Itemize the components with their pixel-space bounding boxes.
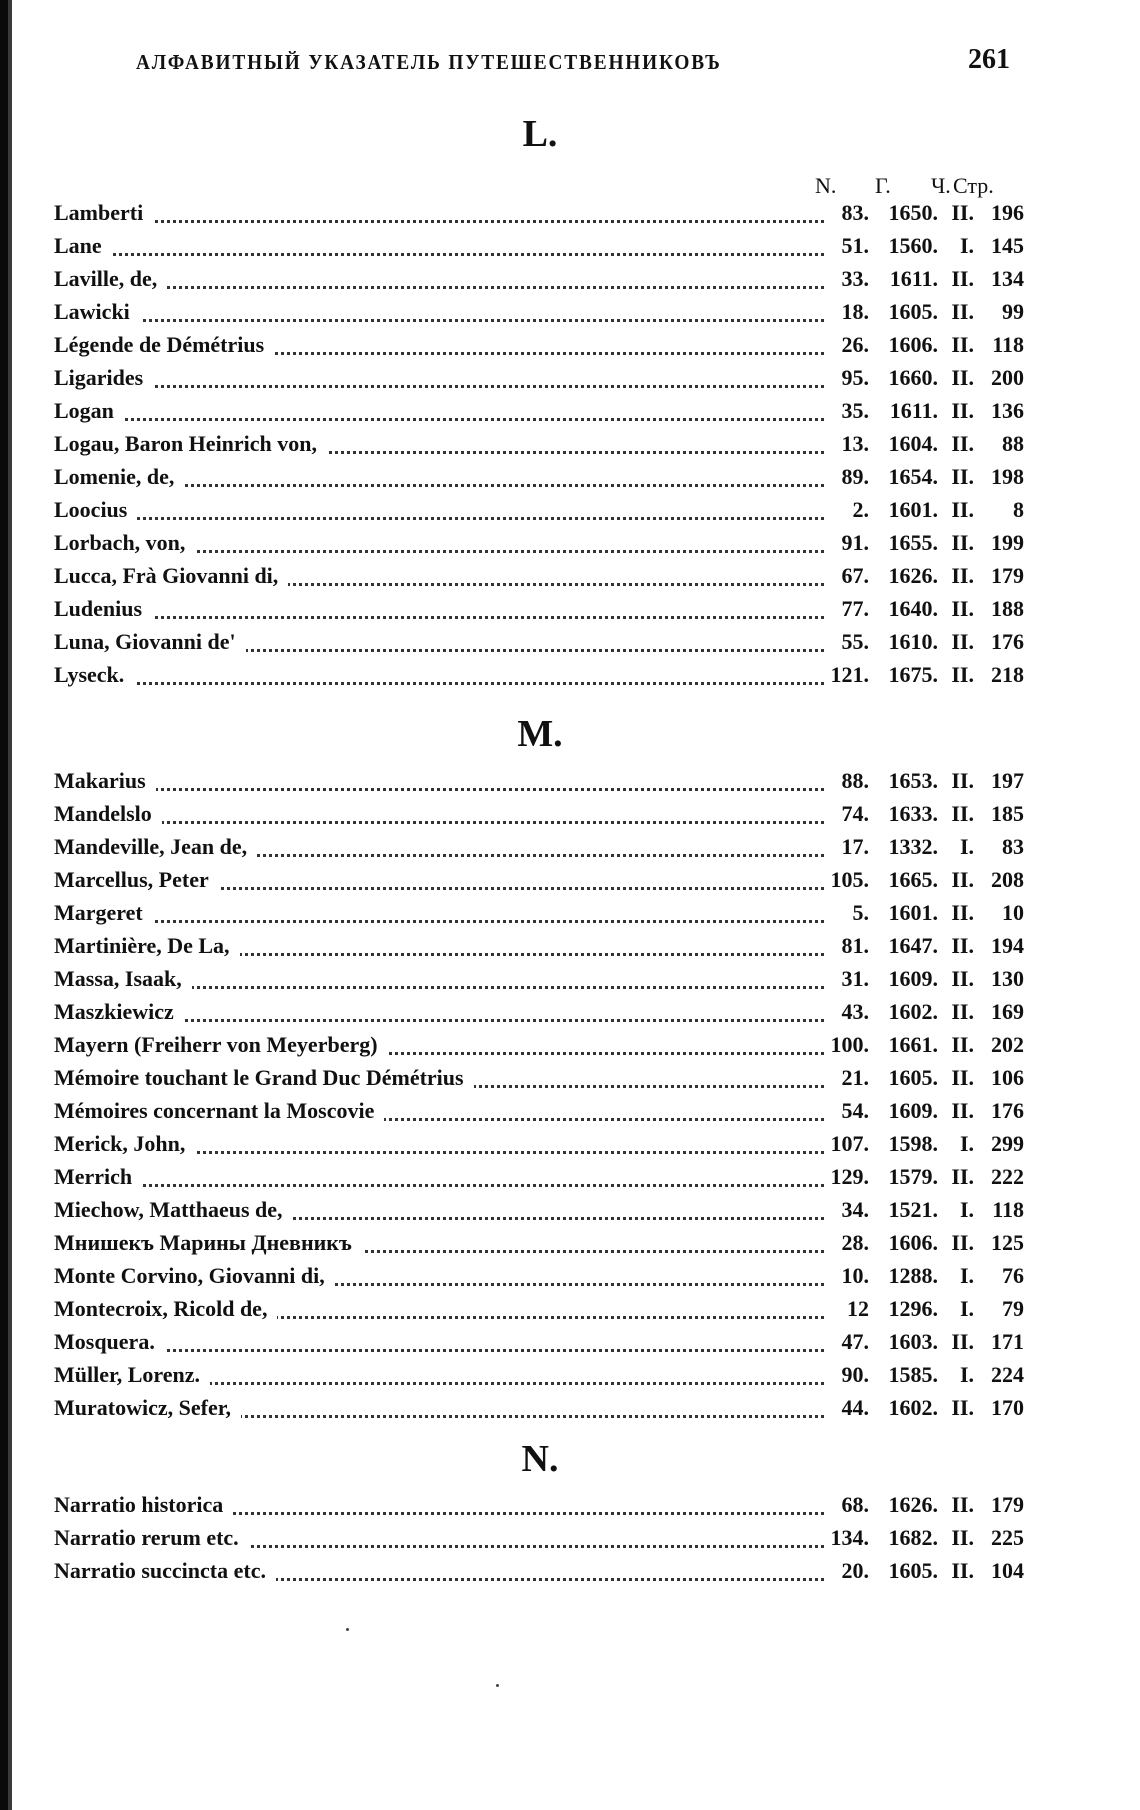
entry-year: 1611. (889, 266, 938, 291)
entry-name-text: Ligarides (54, 365, 153, 390)
entry-page: 199 (991, 530, 1024, 555)
entry-part: II. (951, 867, 974, 892)
entry-year: 1605. (888, 1558, 938, 1583)
entry-part: II. (951, 801, 974, 826)
entry-part: II. (951, 464, 974, 489)
entry-year: 1606. (888, 332, 938, 357)
entry-page: 200 (991, 365, 1024, 390)
entry-name (54, 398, 124, 424)
section-m-entries (54, 768, 1024, 1428)
entry-part: II. (951, 332, 974, 357)
entry-part: II. (951, 629, 974, 654)
entry-number: 105. (830, 867, 869, 892)
entry-part: II. (951, 497, 974, 522)
entry-page: 218 (991, 662, 1024, 687)
entry-part: II. (951, 200, 974, 225)
entry-page: 145 (991, 233, 1024, 258)
entry-year: 1660. (888, 365, 938, 390)
index-entry (54, 1098, 1024, 1131)
index-entry (54, 999, 1024, 1032)
entry-number: 33. (841, 266, 869, 291)
stray-dot (346, 1628, 349, 1631)
dot-leader (54, 363, 824, 388)
entry-page: 176 (991, 1098, 1024, 1123)
column-header-ch: Ч. (931, 173, 951, 198)
entry-number: 47. (841, 1329, 869, 1354)
entry-name (54, 801, 162, 827)
entry-part: I. (959, 1362, 974, 1387)
dot-leader (54, 297, 824, 322)
dot-leader (54, 898, 824, 923)
entry-page: 188 (991, 596, 1024, 621)
dot-leader (54, 799, 824, 824)
entry-name (54, 629, 246, 655)
entry-name-text: Massa, Isaak, (54, 966, 192, 991)
index-entry (54, 563, 1024, 596)
entry-name (54, 1263, 335, 1289)
entry-number: 2. (852, 497, 869, 522)
entry-year: 1682. (888, 1525, 938, 1550)
entry-page: 202 (991, 1032, 1024, 1057)
entry-number: 35. (841, 398, 869, 423)
entry-name (54, 563, 288, 589)
entry-number: 31. (841, 966, 869, 991)
entry-number: 83. (841, 200, 869, 225)
entry-name (54, 1492, 233, 1518)
entry-page: 179 (991, 563, 1024, 588)
entry-name-text: Narratio historica (54, 1492, 233, 1517)
entry-number: 81. (841, 933, 869, 958)
entry-page: 185 (991, 801, 1024, 826)
entry-number: 68. (841, 1492, 869, 1517)
index-entry (54, 1263, 1024, 1296)
index-entry (54, 768, 1024, 801)
entry-name-text: Montecroix, Ricold de, (54, 1296, 277, 1321)
entry-year: 1640. (888, 596, 938, 621)
entry-part: II. (951, 299, 974, 324)
entry-page: 76 (1002, 1263, 1024, 1288)
entry-year: 1560. (888, 233, 938, 258)
index-entry (54, 1395, 1024, 1428)
binding-shadow (8, 0, 12, 1810)
section-l-entries (54, 200, 1024, 695)
entry-part: II. (951, 431, 974, 456)
entry-name-text: Martinière, De La, (54, 933, 240, 958)
entry-year: 1609. (888, 966, 938, 991)
index-entry (54, 365, 1024, 398)
entry-year: 1585. (888, 1362, 938, 1387)
entry-part: II. (951, 530, 974, 555)
entry-year: 1661. (888, 1032, 938, 1057)
entry-page: 118 (992, 332, 1024, 357)
entry-part: II. (951, 1525, 974, 1550)
entry-name-text: Mémoires concernant la Moscovie (54, 1098, 384, 1123)
entry-year: 1609. (888, 1098, 938, 1123)
entry-year: 1653. (888, 768, 938, 793)
entry-page: 208 (991, 867, 1024, 892)
entry-page: 171 (991, 1329, 1024, 1354)
entry-name-text: Laville, de, (54, 266, 167, 291)
entry-name-text: Logan (54, 398, 124, 423)
entry-part: II. (951, 563, 974, 588)
entry-name (54, 834, 257, 860)
index-entry (54, 200, 1024, 233)
entry-page: 134 (991, 266, 1024, 291)
entry-name-text: Muratowicz, Sefer, (54, 1395, 241, 1420)
index-entry (54, 497, 1024, 530)
entry-name (54, 596, 152, 622)
index-entry (54, 933, 1024, 966)
entry-name (54, 464, 184, 490)
entry-name (54, 933, 240, 959)
entry-page: 136 (991, 398, 1024, 423)
dot-leader (54, 594, 824, 619)
entry-page: 118 (992, 1197, 1024, 1222)
index-entry (54, 1558, 1024, 1591)
index-entry (54, 266, 1024, 299)
dot-leader (54, 660, 824, 685)
entry-name-text: Ludenius (54, 596, 152, 621)
entry-page: 79 (1002, 1296, 1024, 1321)
entry-number: 20. (841, 1558, 869, 1583)
entry-name-text: Loocius (54, 497, 137, 522)
index-entry (54, 1032, 1024, 1065)
entry-part: II. (951, 933, 974, 958)
entry-number: 90. (841, 1362, 869, 1387)
entry-name-text: Merrich (54, 1164, 142, 1189)
entry-name-text: Мнишекъ Марины Дневникъ (54, 1230, 362, 1255)
entry-name-text: Mandeville, Jean de, (54, 834, 257, 859)
index-entry (54, 1164, 1024, 1197)
entry-part: II. (951, 266, 974, 291)
entry-part: II. (951, 1230, 974, 1255)
binding-edge (0, 0, 8, 1810)
entry-part: II. (951, 1492, 974, 1517)
entry-part: I. (959, 1197, 974, 1222)
entry-name-text: Narratio rerum etc. (54, 1525, 249, 1550)
entry-year: 1633. (888, 801, 938, 826)
dot-leader (54, 396, 824, 421)
entry-name (54, 497, 137, 523)
index-entry (54, 1197, 1024, 1230)
entry-number: 18. (841, 299, 869, 324)
entry-year: 1650. (888, 200, 938, 225)
index-entry (54, 867, 1024, 900)
entry-part: II. (951, 768, 974, 793)
dot-leader (54, 1162, 824, 1187)
dot-leader (54, 766, 824, 791)
entry-number: 54. (841, 1098, 869, 1123)
entry-page: 10 (1002, 900, 1024, 925)
entry-number: 10. (841, 1263, 869, 1288)
entry-name (54, 233, 112, 259)
entry-name-text: Lyseck. (54, 662, 134, 687)
dot-leader (54, 231, 824, 256)
entry-year: 1601. (888, 900, 938, 925)
entry-part: II. (951, 999, 974, 1024)
index-entry (54, 464, 1024, 497)
entry-name (54, 1032, 388, 1058)
entry-number: 121. (830, 662, 869, 687)
entry-year: 1654. (888, 464, 938, 489)
entry-part: I. (959, 233, 974, 258)
entry-number: 129. (830, 1164, 869, 1189)
entry-part: II. (951, 966, 974, 991)
entry-name (54, 1329, 165, 1355)
entry-name-text: Lomenie, de, (54, 464, 184, 489)
entry-name-text: Mayern (Freiherr von Meyerberg) (54, 1032, 388, 1057)
entry-page: 299 (991, 1131, 1024, 1156)
entry-page: 99 (1002, 299, 1024, 324)
entry-name (54, 966, 192, 992)
entry-part: II. (951, 1395, 974, 1420)
entry-part: I. (959, 1296, 974, 1321)
entry-year: 1610. (888, 629, 938, 654)
entry-number: 12 (847, 1296, 869, 1321)
entry-name-text: Narratio succincta etc. (54, 1558, 276, 1583)
entry-page: 170 (991, 1395, 1024, 1420)
entry-name-text: Maszkiewicz (54, 999, 184, 1024)
index-entry (54, 530, 1024, 563)
entry-page: 225 (991, 1525, 1024, 1550)
entry-number: 28. (841, 1230, 869, 1255)
index-entry (54, 629, 1024, 662)
entry-name (54, 266, 167, 292)
entry-name-text: Mosquera. (54, 1329, 165, 1354)
index-entry (54, 834, 1024, 867)
index-entry (54, 596, 1024, 629)
index-entry (54, 1230, 1024, 1263)
entry-name (54, 1098, 384, 1124)
entry-part: II. (951, 596, 974, 621)
entry-number: 74. (841, 801, 869, 826)
entry-part: I. (959, 1263, 974, 1288)
entry-name (54, 332, 274, 358)
entry-name-text: Logau, Baron Heinrich von, (54, 431, 327, 456)
index-entry (54, 1492, 1024, 1525)
entry-part: II. (951, 1558, 974, 1583)
entry-year: 1601. (888, 497, 938, 522)
entry-page: 104 (991, 1558, 1024, 1583)
entry-year: 1602. (888, 999, 938, 1024)
index-entry (54, 1131, 1024, 1164)
entry-page: 198 (991, 464, 1024, 489)
entry-number: 13. (841, 431, 869, 456)
entry-number: 77. (841, 596, 869, 621)
entry-name-text: Miechow, Matthaeus de, (54, 1197, 293, 1222)
entry-name (54, 999, 184, 1025)
entry-name-text: Marcellus, Peter (54, 867, 219, 892)
entry-number: 107. (830, 1131, 869, 1156)
entry-year: 1332. (888, 834, 938, 859)
index-entry (54, 1329, 1024, 1362)
entry-part: II. (951, 1032, 974, 1057)
entry-year: 1655. (888, 530, 938, 555)
dot-leader (54, 198, 824, 223)
section-letter-l: L. (522, 113, 558, 155)
entry-page: 83 (1002, 834, 1024, 859)
entry-number: 88. (841, 768, 869, 793)
entry-page: 194 (991, 933, 1024, 958)
entry-year: 1665. (888, 867, 938, 892)
entry-year: 1605. (888, 299, 938, 324)
entry-year: 1605. (888, 1065, 938, 1090)
entry-name (54, 530, 195, 556)
entry-year: 1647. (888, 933, 938, 958)
entry-part: II. (951, 662, 974, 687)
entry-year: 1602. (888, 1395, 938, 1420)
entry-part: II. (951, 1329, 974, 1354)
index-entry (54, 900, 1024, 933)
section-letter-m: M. (517, 713, 563, 755)
entry-year: 1598. (888, 1131, 938, 1156)
entry-page: 169 (991, 999, 1024, 1024)
entry-page: 130 (991, 966, 1024, 991)
entry-name (54, 900, 153, 926)
entry-page: 197 (991, 768, 1024, 793)
entry-number: 21. (841, 1065, 869, 1090)
entry-name-text: Monte Corvino, Giovanni di, (54, 1263, 335, 1288)
entry-year: 1579. (888, 1164, 938, 1189)
entry-name-text: Margeret (54, 900, 153, 925)
entry-year: 1626. (888, 563, 938, 588)
index-entry (54, 299, 1024, 332)
entry-name (54, 1558, 276, 1584)
index-entry (54, 662, 1024, 695)
index-entry (54, 431, 1024, 464)
entry-year: 1603. (888, 1329, 938, 1354)
index-entry (54, 398, 1024, 431)
entry-name-text: Luna, Giovanni de' (54, 629, 246, 654)
index-entry (54, 1362, 1024, 1395)
entry-number: 44. (841, 1395, 869, 1420)
entry-name (54, 1296, 277, 1322)
entry-name (54, 768, 156, 794)
entry-page: 8 (1013, 497, 1024, 522)
dot-leader (54, 495, 824, 520)
section-letter-n: N. (521, 1438, 559, 1480)
entry-name (54, 365, 153, 391)
entry-name (54, 1065, 474, 1091)
entry-number: 67. (841, 563, 869, 588)
entry-page: 222 (991, 1164, 1024, 1189)
entry-name (54, 431, 327, 457)
entry-name-text: Mandelslo (54, 801, 162, 826)
column-header-str: Стр. (953, 173, 994, 198)
entry-name (54, 299, 140, 325)
entry-name (54, 1164, 142, 1190)
entry-name-text: Merick, John, (54, 1131, 195, 1156)
column-header-n: N. (815, 173, 837, 198)
entry-name (54, 1525, 249, 1551)
entry-name-text: Lorbach, von, (54, 530, 195, 555)
entry-name (54, 662, 134, 688)
entry-name (54, 200, 153, 226)
entry-name-text: Lamberti (54, 200, 153, 225)
entry-part: II. (951, 1164, 974, 1189)
entry-name-text: Lucca, Frà Giovanni di, (54, 563, 288, 588)
index-entry (54, 966, 1024, 999)
entry-part: II. (951, 1098, 974, 1123)
entry-number: 43. (841, 999, 869, 1024)
entry-page: 224 (991, 1362, 1024, 1387)
section-n-entries (54, 1492, 1024, 1591)
index-entry (54, 233, 1024, 266)
index-entry (54, 1065, 1024, 1098)
entry-name (54, 1395, 241, 1421)
entry-year: 1288. (888, 1263, 938, 1288)
entry-name (54, 1197, 293, 1223)
entry-name (54, 867, 219, 893)
entry-number: 17. (841, 834, 869, 859)
entry-number: 100. (830, 1032, 869, 1057)
index-entry (54, 332, 1024, 365)
entry-name-text: Lawicki (54, 299, 140, 324)
entry-part: I. (959, 834, 974, 859)
entry-part: II. (951, 900, 974, 925)
entry-year: 1604. (888, 431, 938, 456)
entry-year: 1611. (889, 398, 938, 423)
entry-year: 1296. (888, 1296, 938, 1321)
entry-page: 88 (1002, 431, 1024, 456)
entry-name-text: Makarius (54, 768, 156, 793)
running-head: АЛФАВИТНЫЙ УКАЗАТЕЛЬ ПУТЕШЕСТВЕННИКОВЪ (136, 50, 722, 74)
dot-leader (54, 264, 824, 289)
entry-number: 5. (852, 900, 869, 925)
entry-name (54, 1362, 210, 1388)
entry-name-text: Müller, Lorenz. (54, 1362, 210, 1387)
column-header-g: Г. (875, 173, 891, 198)
entry-page: 179 (991, 1492, 1024, 1517)
index-entry (54, 801, 1024, 834)
page-header (130, 44, 1010, 84)
entry-name (54, 1230, 362, 1256)
index-entry (54, 1296, 1024, 1329)
stray-dot (496, 1684, 499, 1687)
entry-number: 91. (841, 530, 869, 555)
entry-name (54, 1131, 195, 1157)
entry-part: II. (951, 365, 974, 390)
entry-number: 95. (841, 365, 869, 390)
entry-year: 1675. (888, 662, 938, 687)
entry-part: II. (951, 1065, 974, 1090)
entry-name-text: Légende de Démétrius (54, 332, 274, 357)
entry-page: 125 (991, 1230, 1024, 1255)
entry-part: I. (959, 1131, 974, 1156)
entry-year: 1521. (888, 1197, 938, 1222)
dot-leader (54, 1327, 824, 1352)
index-entry (54, 1525, 1024, 1558)
entry-number: 134. (830, 1525, 869, 1550)
page-number: 261 (968, 44, 1010, 75)
entry-part: II. (951, 398, 974, 423)
entry-page: 106 (991, 1065, 1024, 1090)
entry-year: 1606. (888, 1230, 938, 1255)
entry-number: 26. (841, 332, 869, 357)
entry-year: 1626. (888, 1492, 938, 1517)
entry-number: 89. (841, 464, 869, 489)
entry-number: 55. (841, 629, 869, 654)
entry-number: 51. (841, 233, 869, 258)
entry-name-text: Lane (54, 233, 112, 258)
entry-page: 196 (991, 200, 1024, 225)
entry-page: 176 (991, 629, 1024, 654)
entry-number: 34. (841, 1197, 869, 1222)
entry-name-text: Mémoire touchant le Grand Duc Démétrius (54, 1065, 474, 1090)
